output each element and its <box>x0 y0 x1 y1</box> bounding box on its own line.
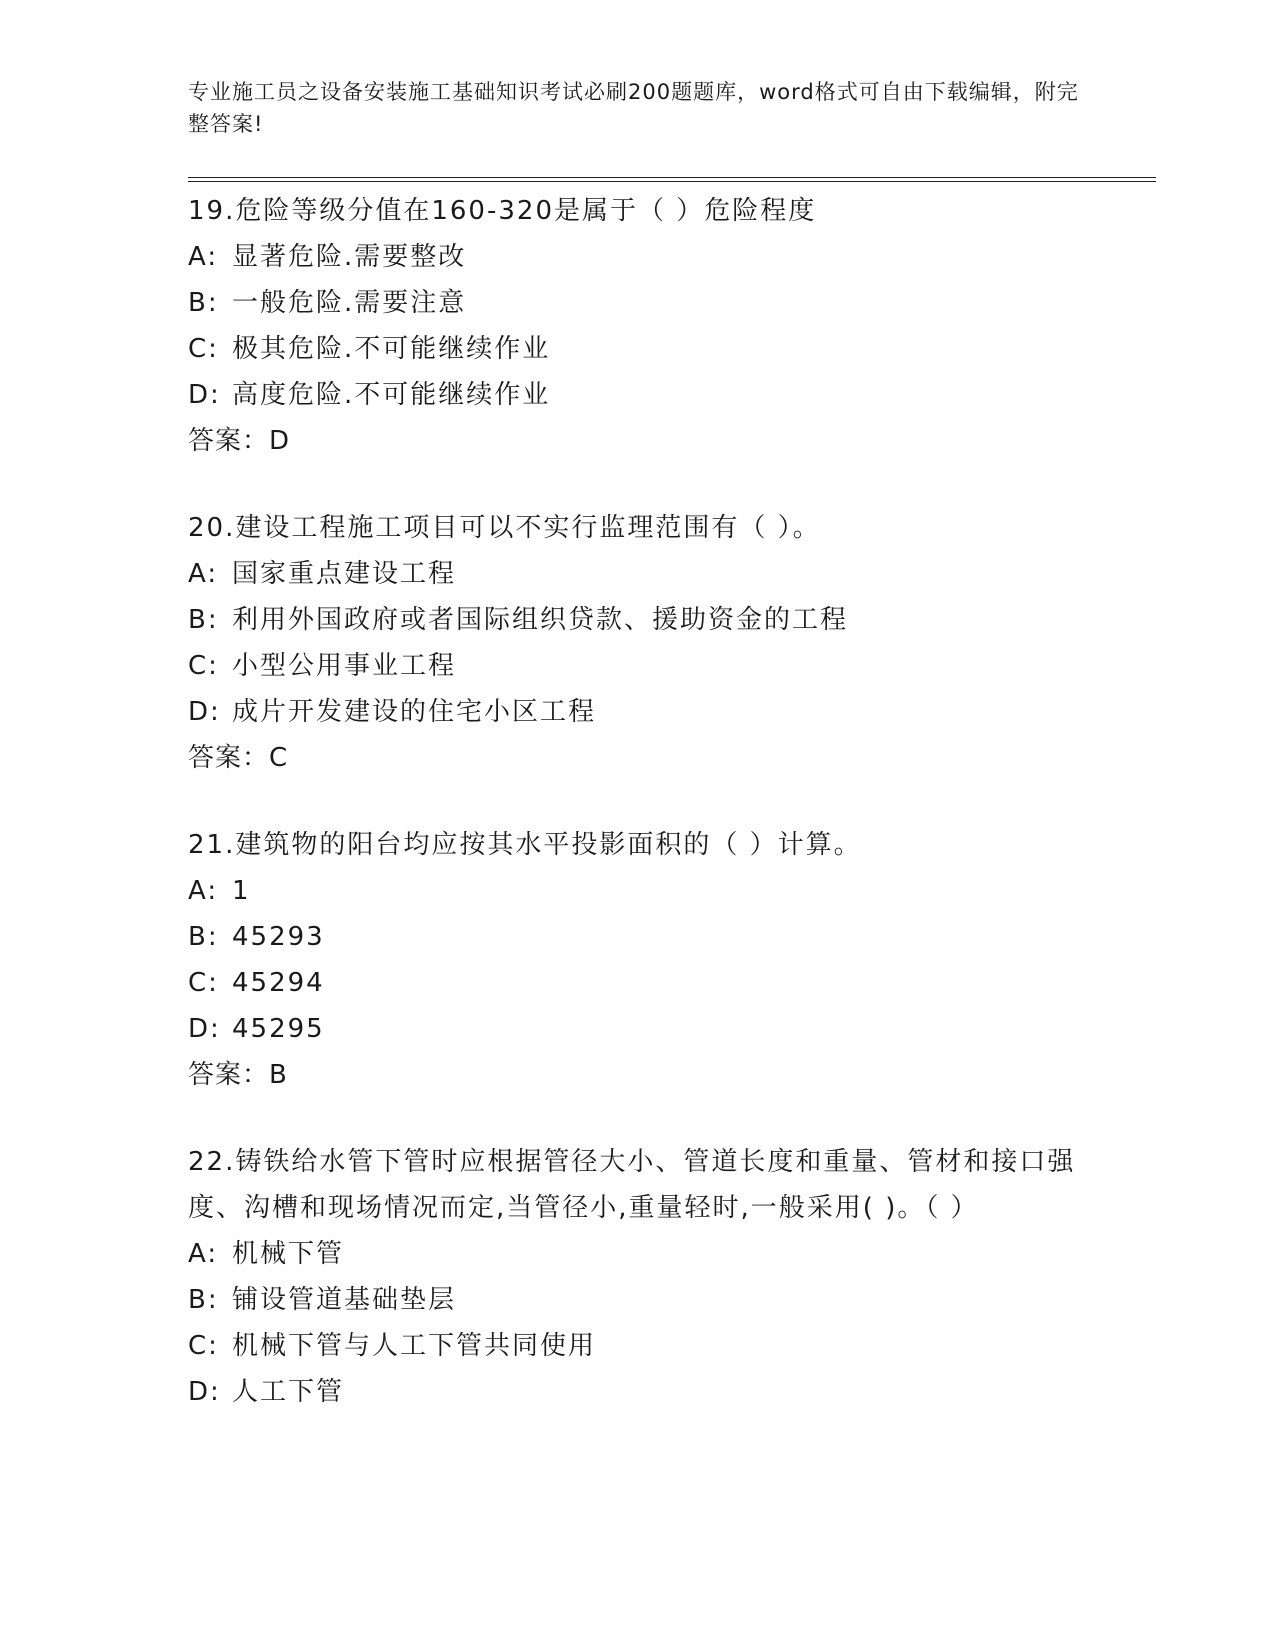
option-text: 国家重点建设工程 <box>232 559 457 589</box>
option-a <box>188 551 1088 597</box>
option-text: 极其危险.不可能继续作业 <box>232 334 551 364</box>
option-a <box>188 1231 1088 1277</box>
option-text: 铺设管道基础垫层 <box>232 1285 457 1315</box>
option-c <box>188 643 1088 689</box>
option-text: 机械下管与人工下管共同使用 <box>232 1331 597 1361</box>
option-letter: C: <box>188 334 219 364</box>
option-letter: C: <box>188 1331 219 1361</box>
answer-value: B <box>269 1060 288 1090</box>
option-b <box>188 280 1088 326</box>
option-text: 一般危险.需要注意 <box>232 288 467 318</box>
option-letter: B: <box>188 1285 219 1315</box>
option-letter: D: <box>188 1377 221 1407</box>
question-19 <box>188 188 1088 464</box>
option-b <box>188 1277 1088 1323</box>
option-text: 利用外国政府或者国际组织贷款、援助资金的工程 <box>232 605 849 635</box>
question-list <box>188 188 1088 1456</box>
question-stem: 19.危险等级分值在160-320是属于（ ）危险程度 <box>188 196 817 226</box>
answer-value: C <box>269 743 289 773</box>
option-text: 成片开发建设的住宅小区工程 <box>232 697 597 727</box>
option-d <box>188 1369 1088 1415</box>
option-text: 45293 <box>232 922 325 952</box>
option-letter: A: <box>188 876 219 906</box>
option-text: 显著危险.需要整改 <box>232 242 467 272</box>
option-text: 45295 <box>232 1014 325 1044</box>
option-text: 人工下管 <box>232 1377 345 1407</box>
document-header: 专业施工员之设备安装施工基础知识考试必刷200题题库，word格式可自由下载编辑，附完整答案! <box>188 80 1079 136</box>
option-text: 机械下管 <box>232 1239 345 1269</box>
option-b <box>188 597 1088 643</box>
question-21 <box>188 822 1088 1098</box>
option-a <box>188 868 1088 914</box>
option-c <box>188 960 1088 1006</box>
option-text: 45294 <box>232 968 325 998</box>
option-letter: A: <box>188 1239 219 1269</box>
option-text: 小型公用事业工程 <box>232 651 457 681</box>
question-22 <box>188 1139 1088 1415</box>
option-letter: D: <box>188 380 221 410</box>
option-text: 1 <box>232 876 251 906</box>
option-letter: A: <box>188 559 219 589</box>
option-letter: C: <box>188 968 219 998</box>
answer-label: 答案： <box>188 1060 270 1090</box>
option-d <box>188 1006 1088 1052</box>
option-letter: B: <box>188 288 219 318</box>
answer-line <box>188 1052 1088 1098</box>
option-letter: C: <box>188 651 219 681</box>
answer-line <box>188 418 1088 464</box>
option-letter: D: <box>188 697 221 727</box>
question-20 <box>188 505 1088 781</box>
option-d <box>188 372 1088 418</box>
option-letter: B: <box>188 922 219 952</box>
option-letter: D: <box>188 1014 221 1044</box>
option-b <box>188 914 1088 960</box>
answer-label: 答案： <box>188 426 270 456</box>
option-c <box>188 326 1088 372</box>
question-stem: 20.建设工程施工项目可以不实行监理范围有（ ）。 <box>188 513 821 543</box>
option-letter: A: <box>188 242 219 272</box>
header-double-rule <box>188 177 1156 182</box>
option-text: 高度危险.不可能继续作业 <box>232 380 551 410</box>
option-letter: B: <box>188 605 219 635</box>
option-d <box>188 689 1088 735</box>
answer-value: D <box>269 426 291 456</box>
question-stem: 21.建筑物的阳台均应按其水平投影面积的（ ）计算。 <box>188 830 862 860</box>
option-c <box>188 1323 1088 1369</box>
option-a <box>188 234 1088 280</box>
answer-line <box>188 735 1088 781</box>
question-stem: 22.铸铁给水管下管时应根据管径大小、管道长度和重量、管材和接口强度、沟槽和现场情况而定,当管径小,重量轻时,一般采用( )。（ ） <box>188 1147 1076 1223</box>
answer-label: 答案： <box>188 743 270 773</box>
